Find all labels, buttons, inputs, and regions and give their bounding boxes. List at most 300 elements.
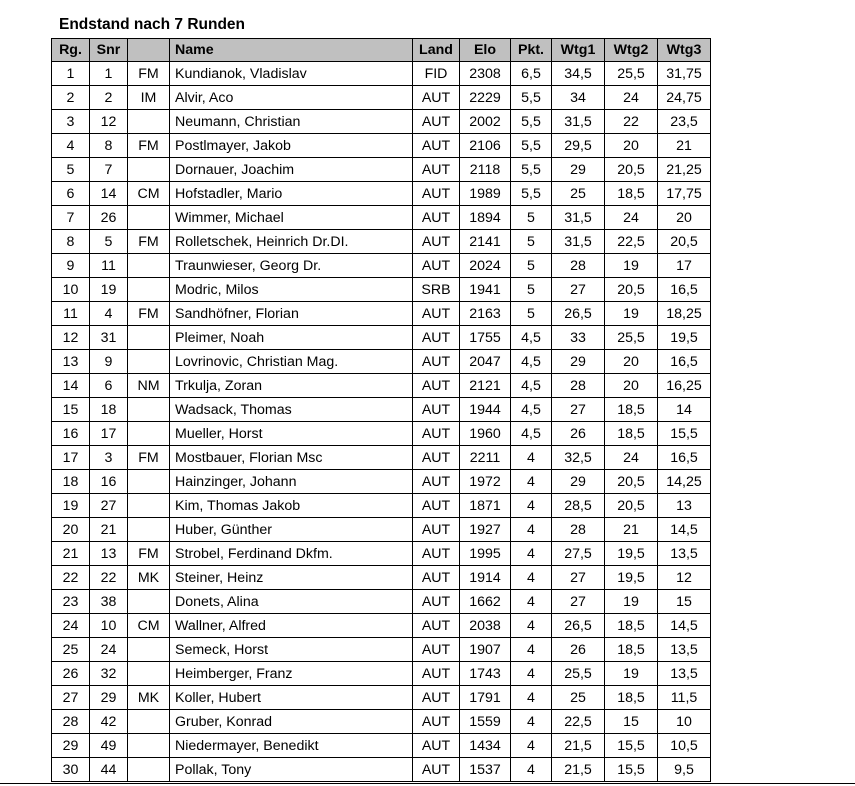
table-row xyxy=(52,470,711,494)
cell-name: Trkulja, Zoran xyxy=(170,374,413,398)
cell-title: IM xyxy=(128,86,170,110)
cell-title: MK xyxy=(128,566,170,590)
cell-wtg3: 13,5 xyxy=(658,662,711,686)
cell-country: AUT xyxy=(413,422,460,446)
cell-wtg2: 24 xyxy=(605,446,658,470)
cell-name: Sandhöfner, Florian xyxy=(170,302,413,326)
cell-elo: 2106 xyxy=(460,134,511,158)
cell-wtg1: 28,5 xyxy=(552,494,605,518)
table-body xyxy=(52,62,711,782)
cell-points: 6,5 xyxy=(511,62,552,86)
cell-wtg2: 18,5 xyxy=(605,638,658,662)
cell-points: 5,5 xyxy=(511,158,552,182)
cell-rank: 15 xyxy=(52,398,90,422)
cell-wtg1: 31,5 xyxy=(552,110,605,134)
cell-wtg2: 15,5 xyxy=(605,734,658,758)
col-header-wtg1: Wtg1 xyxy=(552,39,605,62)
cell-points: 4 xyxy=(511,638,552,662)
cell-rank: 12 xyxy=(52,326,90,350)
cell-country: SRB xyxy=(413,278,460,302)
cell-elo: 1960 xyxy=(460,422,511,446)
cell-wtg2: 19,5 xyxy=(605,566,658,590)
cell-title xyxy=(128,734,170,758)
cell-country: AUT xyxy=(413,734,460,758)
cell-country: AUT xyxy=(413,710,460,734)
cell-elo: 1944 xyxy=(460,398,511,422)
cell-points: 4 xyxy=(511,686,552,710)
cell-elo: 1989 xyxy=(460,182,511,206)
cell-name: Steiner, Heinz xyxy=(170,566,413,590)
cell-wtg3: 14,5 xyxy=(658,518,711,542)
cell-name: Kim, Thomas Jakob xyxy=(170,494,413,518)
cell-rank: 28 xyxy=(52,710,90,734)
cell-rank: 6 xyxy=(52,182,90,206)
cell-wtg1: 31,5 xyxy=(552,206,605,230)
table-row xyxy=(52,758,711,782)
cell-elo: 1662 xyxy=(460,590,511,614)
cell-country: AUT xyxy=(413,182,460,206)
cell-wtg3: 13,5 xyxy=(658,638,711,662)
cell-wtg2: 18,5 xyxy=(605,422,658,446)
cell-wtg2: 20,5 xyxy=(605,470,658,494)
cell-title: CM xyxy=(128,614,170,638)
cell-rank: 19 xyxy=(52,494,90,518)
cell-wtg2: 25,5 xyxy=(605,326,658,350)
cell-name: Alvir, Aco xyxy=(170,86,413,110)
cell-title xyxy=(128,638,170,662)
cell-elo: 2211 xyxy=(460,446,511,470)
cell-name: Pleimer, Noah xyxy=(170,326,413,350)
cell-title xyxy=(128,254,170,278)
cell-points: 4 xyxy=(511,662,552,686)
cell-wtg2: 19 xyxy=(605,302,658,326)
cell-snr: 6 xyxy=(90,374,128,398)
cell-wtg3: 15,5 xyxy=(658,422,711,446)
cell-name: Wimmer, Michael xyxy=(170,206,413,230)
col-header-rank: Rg. xyxy=(52,39,90,62)
cell-snr: 32 xyxy=(90,662,128,686)
cell-elo: 1894 xyxy=(460,206,511,230)
cell-rank: 26 xyxy=(52,662,90,686)
cell-points: 4 xyxy=(511,614,552,638)
cell-points: 4 xyxy=(511,710,552,734)
cell-rank: 21 xyxy=(52,542,90,566)
cell-country: AUT xyxy=(413,254,460,278)
page-bottom-rule xyxy=(0,783,855,784)
table-header xyxy=(52,39,711,62)
cell-elo: 1743 xyxy=(460,662,511,686)
cell-snr: 2 xyxy=(90,86,128,110)
cell-points: 5,5 xyxy=(511,86,552,110)
cell-points: 4 xyxy=(511,734,552,758)
cell-points: 5,5 xyxy=(511,182,552,206)
table-row xyxy=(52,686,711,710)
cell-points: 4 xyxy=(511,758,552,782)
cell-name: Neumann, Christian xyxy=(170,110,413,134)
cell-name: Strobel, Ferdinand Dkfm. xyxy=(170,542,413,566)
cell-rank: 10 xyxy=(52,278,90,302)
table-row xyxy=(52,614,711,638)
cell-wtg2: 18,5 xyxy=(605,182,658,206)
cell-country: AUT xyxy=(413,326,460,350)
cell-wtg3: 14,25 xyxy=(658,470,711,494)
cell-rank: 29 xyxy=(52,734,90,758)
table-row xyxy=(52,62,711,86)
cell-snr: 7 xyxy=(90,158,128,182)
cell-rank: 25 xyxy=(52,638,90,662)
cell-wtg1: 28 xyxy=(552,254,605,278)
cell-wtg1: 25,5 xyxy=(552,662,605,686)
cell-title: FM xyxy=(128,446,170,470)
cell-title xyxy=(128,518,170,542)
cell-country: AUT xyxy=(413,206,460,230)
cell-points: 4,5 xyxy=(511,374,552,398)
cell-wtg2: 22 xyxy=(605,110,658,134)
cell-wtg1: 29 xyxy=(552,350,605,374)
cell-wtg3: 9,5 xyxy=(658,758,711,782)
cell-rank: 16 xyxy=(52,422,90,446)
cell-rank: 17 xyxy=(52,446,90,470)
table-row xyxy=(52,326,711,350)
col-header-wtg3: Wtg3 xyxy=(658,39,711,62)
cell-elo: 1537 xyxy=(460,758,511,782)
page-title: Endstand nach 7 Runden xyxy=(59,16,246,33)
cell-country: AUT xyxy=(413,494,460,518)
cell-wtg1: 27 xyxy=(552,278,605,302)
table-row xyxy=(52,182,711,206)
cell-wtg3: 20,5 xyxy=(658,230,711,254)
cell-wtg2: 20 xyxy=(605,134,658,158)
cell-country: AUT xyxy=(413,446,460,470)
cell-points: 4,5 xyxy=(511,326,552,350)
table-row xyxy=(52,422,711,446)
cell-wtg2: 20 xyxy=(605,350,658,374)
cell-snr: 38 xyxy=(90,590,128,614)
cell-country: AUT xyxy=(413,542,460,566)
cell-title: NM xyxy=(128,374,170,398)
cell-elo: 1755 xyxy=(460,326,511,350)
cell-wtg3: 14,5 xyxy=(658,614,711,638)
cell-elo: 1434 xyxy=(460,734,511,758)
cell-wtg2: 20,5 xyxy=(605,278,658,302)
col-header-country: Land xyxy=(413,39,460,62)
cell-wtg3: 17,75 xyxy=(658,182,711,206)
cell-rank: 5 xyxy=(52,158,90,182)
cell-title: FM xyxy=(128,542,170,566)
cell-name: Kundianok, Vladislav xyxy=(170,62,413,86)
cell-rank: 4 xyxy=(52,134,90,158)
table-row xyxy=(52,350,711,374)
cell-title: MK xyxy=(128,686,170,710)
table-row xyxy=(52,638,711,662)
cell-points: 5 xyxy=(511,254,552,278)
cell-name: Hainzinger, Johann xyxy=(170,470,413,494)
cell-wtg1: 25 xyxy=(552,686,605,710)
header-row xyxy=(52,39,711,62)
cell-title: FM xyxy=(128,134,170,158)
cell-wtg3: 16,5 xyxy=(658,278,711,302)
cell-country: AUT xyxy=(413,470,460,494)
cell-title xyxy=(128,206,170,230)
cell-country: AUT xyxy=(413,614,460,638)
cell-snr: 12 xyxy=(90,110,128,134)
cell-points: 4 xyxy=(511,590,552,614)
cell-name: Hofstadler, Mario xyxy=(170,182,413,206)
cell-elo: 1995 xyxy=(460,542,511,566)
cell-wtg2: 20,5 xyxy=(605,158,658,182)
cell-snr: 5 xyxy=(90,230,128,254)
cell-snr: 19 xyxy=(90,278,128,302)
cell-country: AUT xyxy=(413,374,460,398)
cell-wtg2: 15,5 xyxy=(605,758,658,782)
cell-elo: 1941 xyxy=(460,278,511,302)
cell-title xyxy=(128,470,170,494)
cell-wtg2: 24 xyxy=(605,206,658,230)
cell-country: AUT xyxy=(413,590,460,614)
cell-wtg2: 19 xyxy=(605,590,658,614)
cell-rank: 14 xyxy=(52,374,90,398)
cell-wtg2: 22,5 xyxy=(605,230,658,254)
cell-title xyxy=(128,350,170,374)
cell-title xyxy=(128,110,170,134)
cell-elo: 1871 xyxy=(460,494,511,518)
cell-name: Donets, Alina xyxy=(170,590,413,614)
cell-name: Wadsack, Thomas xyxy=(170,398,413,422)
cell-name: Lovrinovic, Christian Mag. xyxy=(170,350,413,374)
cell-wtg3: 16,5 xyxy=(658,350,711,374)
cell-name: Rolletschek, Heinrich Dr.DI. xyxy=(170,230,413,254)
cell-title xyxy=(128,158,170,182)
cell-wtg3: 19,5 xyxy=(658,326,711,350)
cell-wtg3: 13 xyxy=(658,494,711,518)
cell-wtg1: 22,5 xyxy=(552,710,605,734)
cell-elo: 1559 xyxy=(460,710,511,734)
cell-wtg1: 28 xyxy=(552,374,605,398)
col-header-points: Pkt. xyxy=(511,39,552,62)
cell-elo: 2002 xyxy=(460,110,511,134)
cell-name: Huber, Günther xyxy=(170,518,413,542)
cell-points: 5 xyxy=(511,230,552,254)
cell-snr: 14 xyxy=(90,182,128,206)
cell-wtg3: 14 xyxy=(658,398,711,422)
cell-wtg1: 27 xyxy=(552,566,605,590)
cell-elo: 1914 xyxy=(460,566,511,590)
cell-snr: 27 xyxy=(90,494,128,518)
cell-wtg3: 15 xyxy=(658,590,711,614)
table-row xyxy=(52,134,711,158)
table-row xyxy=(52,302,711,326)
table-row xyxy=(52,398,711,422)
cell-wtg3: 24,75 xyxy=(658,86,711,110)
cell-name: Traunwieser, Georg Dr. xyxy=(170,254,413,278)
cell-wtg2: 18,5 xyxy=(605,614,658,638)
table-row xyxy=(52,734,711,758)
cell-points: 4,5 xyxy=(511,422,552,446)
cell-wtg3: 21 xyxy=(658,134,711,158)
cell-rank: 22 xyxy=(52,566,90,590)
table-row xyxy=(52,374,711,398)
cell-rank: 8 xyxy=(52,230,90,254)
cell-wtg2: 18,5 xyxy=(605,686,658,710)
cell-country: FID xyxy=(413,62,460,86)
col-header-snr: Snr xyxy=(90,39,128,62)
cell-wtg1: 21,5 xyxy=(552,734,605,758)
cell-points: 4 xyxy=(511,470,552,494)
cell-title xyxy=(128,590,170,614)
cell-snr: 11 xyxy=(90,254,128,278)
table-row xyxy=(52,662,711,686)
cell-wtg2: 21 xyxy=(605,518,658,542)
table-row xyxy=(52,542,711,566)
cell-wtg3: 31,75 xyxy=(658,62,711,86)
cell-wtg3: 10 xyxy=(658,710,711,734)
cell-snr: 44 xyxy=(90,758,128,782)
cell-wtg3: 12 xyxy=(658,566,711,590)
cell-snr: 42 xyxy=(90,710,128,734)
cell-country: AUT xyxy=(413,302,460,326)
cell-name: Niedermayer, Benedikt xyxy=(170,734,413,758)
cell-wtg2: 25,5 xyxy=(605,62,658,86)
cell-points: 4 xyxy=(511,446,552,470)
cell-name: Mueller, Horst xyxy=(170,422,413,446)
cell-title xyxy=(128,326,170,350)
cell-wtg2: 19 xyxy=(605,662,658,686)
cell-country: AUT xyxy=(413,398,460,422)
cell-title xyxy=(128,758,170,782)
cell-title xyxy=(128,278,170,302)
cell-wtg3: 17 xyxy=(658,254,711,278)
cell-country: AUT xyxy=(413,566,460,590)
cell-country: AUT xyxy=(413,350,460,374)
cell-snr: 26 xyxy=(90,206,128,230)
cell-points: 4,5 xyxy=(511,398,552,422)
col-header-name: Name xyxy=(170,39,413,62)
cell-wtg1: 21,5 xyxy=(552,758,605,782)
cell-wtg1: 27 xyxy=(552,590,605,614)
cell-elo: 2118 xyxy=(460,158,511,182)
cell-wtg3: 13,5 xyxy=(658,542,711,566)
cell-rank: 7 xyxy=(52,206,90,230)
table-row xyxy=(52,278,711,302)
cell-elo: 2229 xyxy=(460,86,511,110)
cell-points: 4 xyxy=(511,518,552,542)
cell-rank: 30 xyxy=(52,758,90,782)
cell-country: AUT xyxy=(413,230,460,254)
cell-wtg3: 18,25 xyxy=(658,302,711,326)
cell-points: 5 xyxy=(511,278,552,302)
cell-name: Semeck, Horst xyxy=(170,638,413,662)
cell-wtg1: 25 xyxy=(552,182,605,206)
cell-name: Mostbauer, Florian Msc xyxy=(170,446,413,470)
cell-wtg1: 29 xyxy=(552,158,605,182)
cell-snr: 24 xyxy=(90,638,128,662)
cell-country: AUT xyxy=(413,158,460,182)
cell-name: Koller, Hubert xyxy=(170,686,413,710)
cell-rank: 11 xyxy=(52,302,90,326)
cell-wtg3: 16,5 xyxy=(658,446,711,470)
cell-name: Gruber, Konrad xyxy=(170,710,413,734)
cell-snr: 8 xyxy=(90,134,128,158)
cell-wtg2: 19 xyxy=(605,254,658,278)
cell-rank: 18 xyxy=(52,470,90,494)
cell-wtg1: 27 xyxy=(552,398,605,422)
cell-wtg1: 29 xyxy=(552,470,605,494)
cell-elo: 2163 xyxy=(460,302,511,326)
cell-rank: 20 xyxy=(52,518,90,542)
cell-snr: 9 xyxy=(90,350,128,374)
cell-elo: 2308 xyxy=(460,62,511,86)
cell-title: FM xyxy=(128,302,170,326)
cell-name: Dornauer, Joachim xyxy=(170,158,413,182)
cell-elo: 2121 xyxy=(460,374,511,398)
cell-wtg2: 18,5 xyxy=(605,398,658,422)
cell-snr: 21 xyxy=(90,518,128,542)
cell-name: Postlmayer, Jakob xyxy=(170,134,413,158)
cell-name: Heimberger, Franz xyxy=(170,662,413,686)
cell-elo: 2024 xyxy=(460,254,511,278)
cell-wtg1: 26,5 xyxy=(552,302,605,326)
table-row xyxy=(52,110,711,134)
cell-wtg2: 24 xyxy=(605,86,658,110)
cell-snr: 13 xyxy=(90,542,128,566)
cell-points: 5 xyxy=(511,302,552,326)
cell-country: AUT xyxy=(413,518,460,542)
cell-country: AUT xyxy=(413,86,460,110)
cell-snr: 17 xyxy=(90,422,128,446)
cell-wtg3: 10,5 xyxy=(658,734,711,758)
cell-wtg2: 19,5 xyxy=(605,542,658,566)
cell-wtg3: 11,5 xyxy=(658,686,711,710)
cell-rank: 9 xyxy=(52,254,90,278)
cell-rank: 24 xyxy=(52,614,90,638)
cell-name: Wallner, Alfred xyxy=(170,614,413,638)
cell-rank: 23 xyxy=(52,590,90,614)
table-row xyxy=(52,206,711,230)
cell-snr: 29 xyxy=(90,686,128,710)
cell-country: AUT xyxy=(413,110,460,134)
cell-snr: 31 xyxy=(90,326,128,350)
cell-wtg1: 31,5 xyxy=(552,230,605,254)
cell-points: 4,5 xyxy=(511,350,552,374)
cell-points: 5 xyxy=(511,206,552,230)
table-row xyxy=(52,566,711,590)
cell-title: FM xyxy=(128,62,170,86)
cell-wtg1: 26 xyxy=(552,638,605,662)
cell-title xyxy=(128,662,170,686)
cell-snr: 4 xyxy=(90,302,128,326)
cell-name: Modric, Milos xyxy=(170,278,413,302)
table-row xyxy=(52,230,711,254)
cell-wtg3: 16,25 xyxy=(658,374,711,398)
cell-points: 4 xyxy=(511,566,552,590)
col-header-elo: Elo xyxy=(460,39,511,62)
table-row xyxy=(52,710,711,734)
cell-wtg1: 28 xyxy=(552,518,605,542)
cell-wtg1: 34 xyxy=(552,86,605,110)
cell-wtg1: 32,5 xyxy=(552,446,605,470)
cell-wtg2: 20,5 xyxy=(605,494,658,518)
col-header-wtg2: Wtg2 xyxy=(605,39,658,62)
cell-elo: 1927 xyxy=(460,518,511,542)
cell-wtg3: 23,5 xyxy=(658,110,711,134)
cell-title xyxy=(128,422,170,446)
cell-name: Pollak, Tony xyxy=(170,758,413,782)
cell-points: 4 xyxy=(511,494,552,518)
cell-country: AUT xyxy=(413,134,460,158)
cell-title: FM xyxy=(128,230,170,254)
cell-country: AUT xyxy=(413,638,460,662)
cell-elo: 1972 xyxy=(460,470,511,494)
